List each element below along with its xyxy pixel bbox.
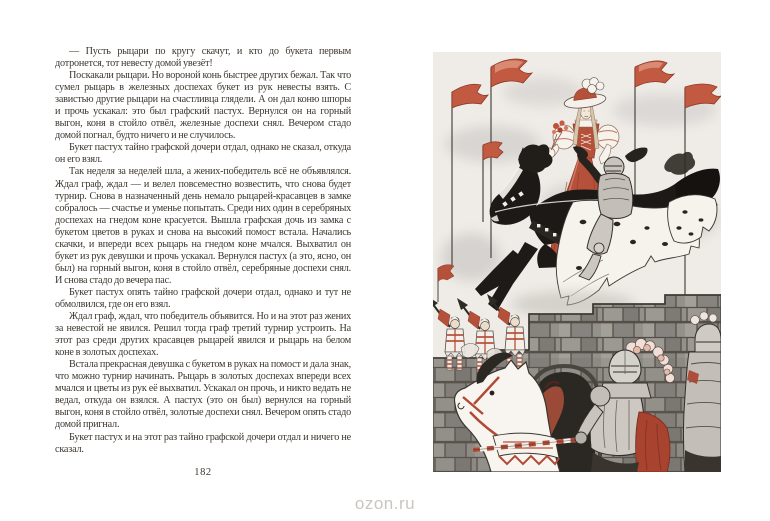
- paragraph: Так неделя за неделей шла, а жених-победитель всё не объявлялся. Ждал граф, ждал — и велел повсеместно возвестить, что снова будет турнир. Снова в назначенный день немало рыцарей-красавцев в замке собралось — счастье и уменье попытать. Среди них один в серебряных доспехах на гнедом коне красуется. Вышла графская дочь из замка с букетом цветов в руках и снова на высокий помост встала. Начались скачки, и впереди всех рыцарь на гнедом коне мчался. Выхватил он букет из рук девушки и прочь ускакал. Вернулся пастух (а это, ясно, он был) на горный выгон, коня в стойло отвёл, серебряные доспехи снял. И снова стадо до вечера пас.: [55, 166, 351, 286]
- paragraph: Букет пастух тайно графской дочери отдал, однако не сказал, откуда он его взял.: [55, 142, 351, 166]
- paragraph: — Пусть рыцари по кругу скачут, и кто до букета первым дотронется, тот невесту домой увезёт!: [55, 46, 351, 70]
- right-page: [433, 52, 721, 472]
- paragraph: Букет пастух и на этот раз тайно графской дочери отдал и ничего не сказал.: [55, 431, 351, 455]
- book-illustration: [433, 52, 721, 472]
- paragraph: Встала прекрасная девушка с букетом в руках на помост и дала знак, что можно турнир начинать. Рыцарь в золотых доспехах впереди всех мчался и цветы из рук её выхватил. Ускакал он прочь, и никто ведать не ведал, откуда он взялся. А пастух (это он был) вернулся на горный выгон, коня в стойло отвёл, золотые доспехи снял. Вечером опять стадо домой пригнал.: [55, 359, 351, 431]
- paragraph: Букет пастух опять тайно графской дочери отдал, однако и тут не обмолвился, где он его взял.: [55, 286, 351, 310]
- left-page: [55, 46, 351, 478]
- paragraph: Ждал граф, ждал, что победитель объявится. Но и на этот раз жених за невестой не явился. Решил тогда граф третий турнир устроить. На этот раз среди других красавцев рыцарей явился и рыцарь на белом коне в золотых доспехах.: [55, 311, 351, 359]
- paragraph: Поскакали рыцари. Но вороной конь быстрее других бежал. Так что сумел рыцарь в железных доспехах букет из рук невесты взять. С завистью другие рыцари на счастливца глядели. А он дал коню шпоры и прочь ускакал: это был графский пастух. Вернулся он на горный выгон, коня в стойло отвёл, железные доспехи снял. Вечером стадо домой погнал, будто ничего и не случилось.: [55, 70, 351, 142]
- ozon-watermark: ozon.ru: [354, 494, 416, 513]
- page-number: 182: [194, 466, 212, 478]
